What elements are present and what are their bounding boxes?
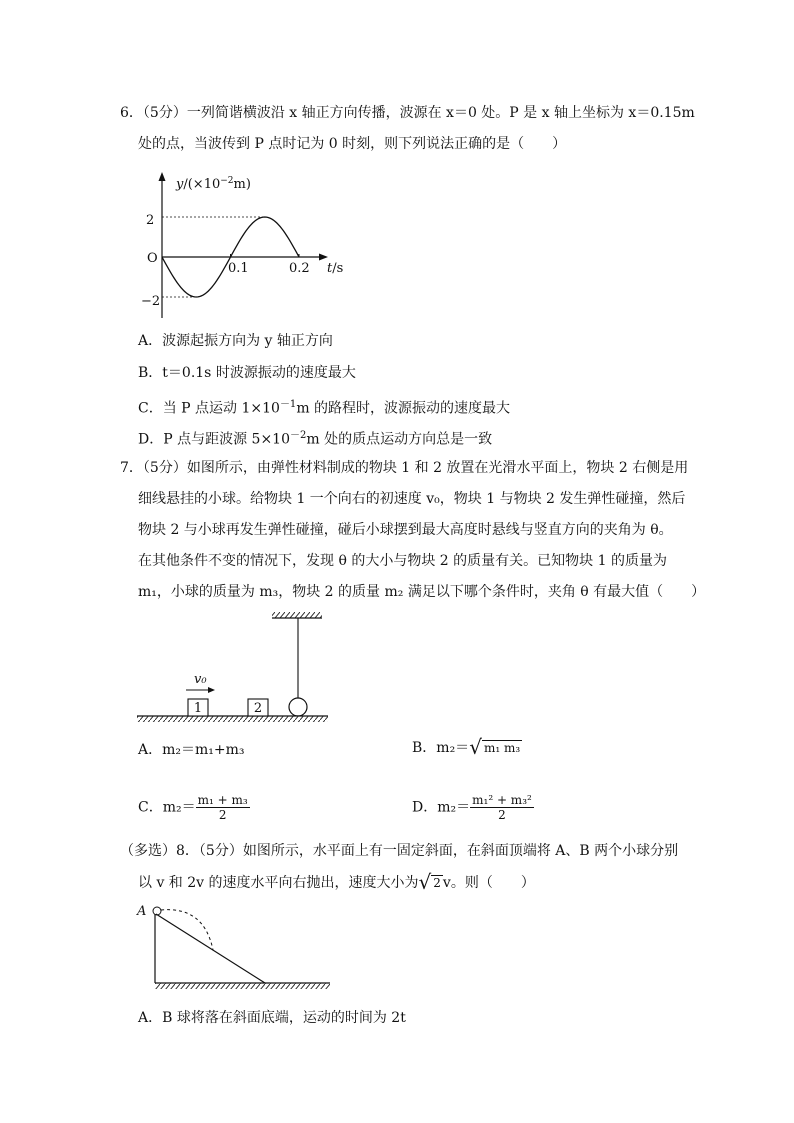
q6-option-d-text-2: m 处的质点运动方向总是一致	[306, 431, 493, 448]
q6-option-a: A．波源起振方向为 y 轴正方向	[138, 333, 333, 349]
q6-option-b: B．t＝0.1s 时波源振动的速度最大	[138, 365, 356, 381]
incline-slope	[156, 914, 265, 983]
q7-option-d-denominator: 2	[498, 808, 506, 822]
y-tick-label-pos: 2	[146, 213, 155, 228]
q6-option-c-exponent: －1	[279, 399, 297, 410]
q7-option-c-numerator: m₁ + m₃	[197, 793, 248, 807]
trajectory-dashed	[161, 910, 213, 950]
q7-option-c-text: C．m₂＝	[138, 799, 196, 816]
q6-stem-line-2: 处的点，当波传到 P 点时记为 0 时刻，则下列说法正确的是（ ）	[138, 136, 567, 152]
x-axis-label: t/s	[327, 261, 344, 276]
q7-option-c-denominator: 2	[218, 808, 227, 822]
q7-option-d-text: D．m₂＝	[412, 799, 471, 816]
q7-option-b-radicand: m₁ m₃	[483, 741, 521, 755]
block-2-label: 2	[253, 701, 263, 716]
q7-stem-line-1: 7．（5分）如图所示，由弹性材料制成的物块 1 和 2 放置在光滑水平面上，物块 2 右侧是用	[120, 460, 689, 476]
label-a: A	[137, 904, 147, 919]
q8-stem-line-1: （多选）8．（5分）如图所示，水平面上有一固定斜面，在斜面顶端将 A、B 两个小球分别	[120, 843, 679, 859]
q7-option-a: A．m₂＝m₁+m₃	[138, 742, 245, 758]
q7-option-d-numerator: m₁² + m₃²	[472, 793, 532, 807]
q6-option-d-exponent: －2	[290, 430, 307, 441]
q6-option-d-text-1: D．P 点与距波源 5×10	[138, 431, 290, 448]
block-1-label: 1	[193, 701, 203, 716]
origin-label: O	[147, 251, 158, 266]
q8-option-a: A．B 球将落在斜面底端，运动的时间为 2t	[138, 1010, 406, 1026]
q8-sqrt-radicand: 2	[433, 876, 441, 890]
q7-stem-line-4: 在其他条件不变的情况下，发现 θ 的大小与物块 2 的质量有关。已知物块 1 的质量为	[138, 553, 667, 569]
q8-stem-line-2-text-2: v。则（ ）	[442, 875, 535, 891]
y-axis-label: $y/(\times 10^{-2}m)$	[176, 176, 251, 192]
y-tick-label-neg: −2	[141, 294, 161, 309]
sqrt-symbol: √	[469, 735, 482, 759]
q7-stem-line-5: m₁，小球的质量为 m₃，物块 2 的质量 m₂ 满足以下哪个条件时，夹角 θ 有最大值（ ）	[138, 584, 706, 600]
q7-stem-line-3: 物块 2 与小球再发生弹性碰撞，碰后小球摆到最大高度时悬线与竖直方向的夹角为 θ。	[138, 522, 673, 538]
x-tick-label-1: 0.1	[228, 261, 249, 276]
q7-stem-line-2: 细线悬挂的小球。给物块 1 一个向右的初速度 v₀，物块 1 与物块 2 发生弹性碰撞，然后	[138, 491, 686, 507]
q6-option-c-text-1: C．当 P 点运动 1×10	[138, 400, 280, 417]
velocity-label: v₀	[194, 672, 207, 687]
q6-stem-line-1: 6．（5分）一列简谐横波沿 x 轴正方向传播，波源在 x＝0 处。P 是 x 轴上坐标为 x＝0.15m	[120, 105, 695, 121]
q7-option-b-text: B．m₂＝	[412, 740, 470, 756]
q6-option-c-text-2: m 的路程时，波源振动的速度最大	[296, 400, 511, 417]
q8-stem-line-2-text-1: 以 v 和 2v 的速度水平向右抛出，速度大小为	[138, 875, 419, 891]
incline-ground-hatch	[155, 983, 330, 989]
sqrt-symbol: √	[418, 870, 432, 894]
x-tick-label-2: 0.2	[289, 261, 310, 276]
ball-a	[153, 907, 161, 915]
